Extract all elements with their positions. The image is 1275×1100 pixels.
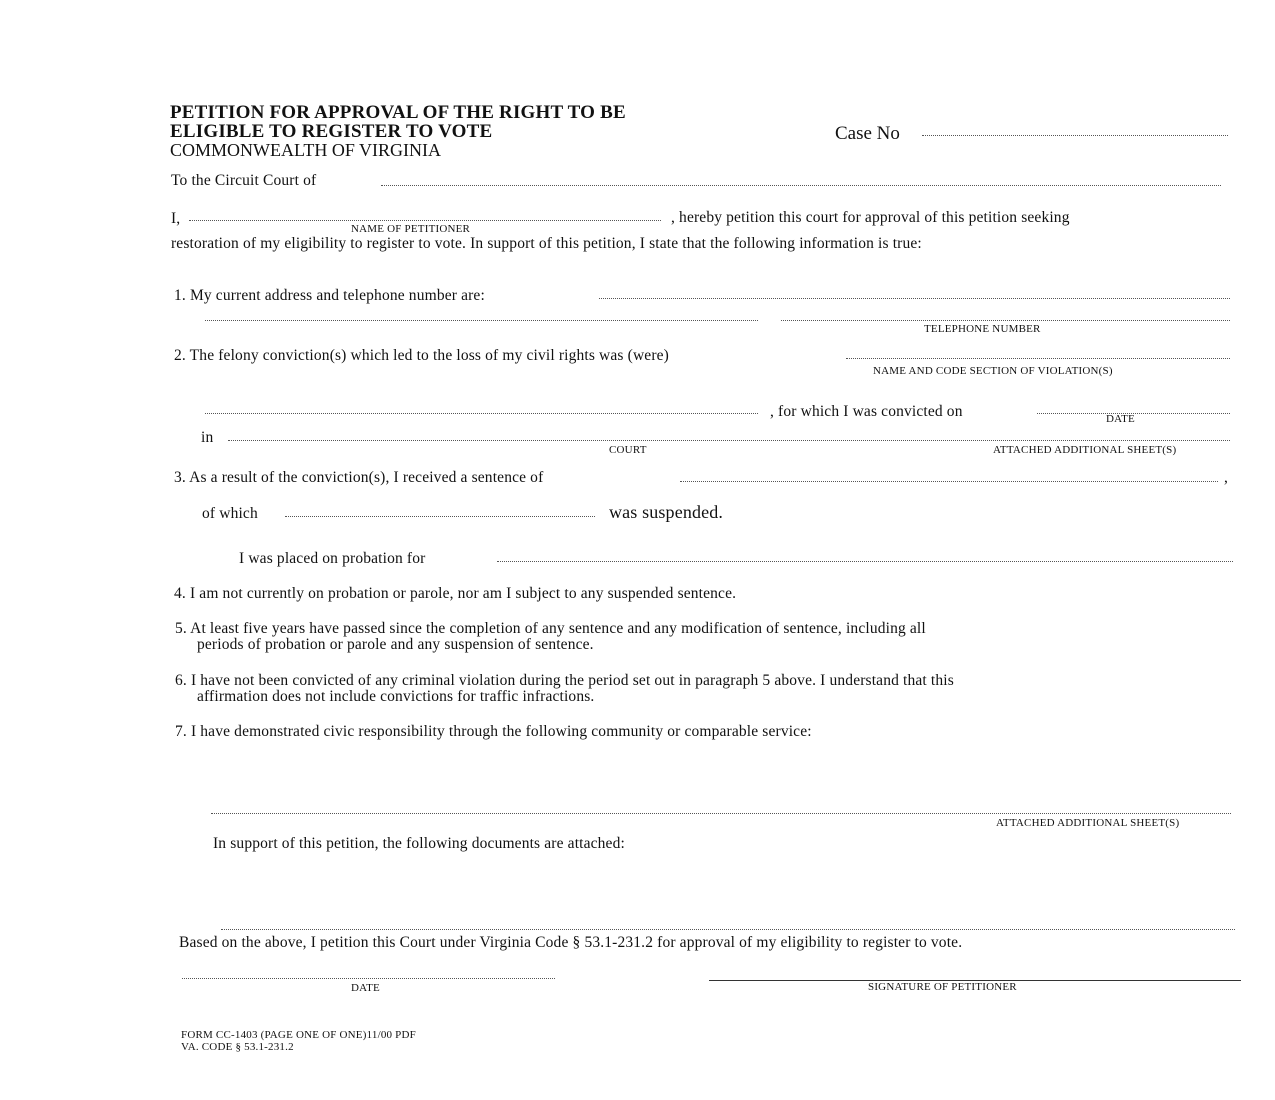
form-title-line2: ELIGIBLE TO REGISTER TO VOTE bbox=[170, 121, 493, 142]
court-field[interactable] bbox=[228, 440, 1230, 441]
violation-field[interactable] bbox=[846, 358, 1230, 359]
case-no-field[interactable] bbox=[922, 135, 1228, 136]
circuit-court-label: To the Circuit Court of bbox=[171, 172, 317, 189]
item-6-line2: affirmation does not include convictions for traffic infractions. bbox=[197, 688, 595, 705]
conviction-date-caption: DATE bbox=[1106, 413, 1135, 425]
item-7-text: 7. I have demonstrated civic responsibility through the following community or comparable service: bbox=[175, 723, 812, 740]
address-field-line1[interactable] bbox=[599, 298, 1230, 299]
item-4-text: 4. I am not currently on probation or parole, nor am I subject to any suspended sentence. bbox=[174, 585, 737, 602]
probation-field[interactable] bbox=[497, 561, 1233, 562]
in-label: in bbox=[201, 429, 214, 446]
signature-caption: SIGNATURE OF PETITIONER bbox=[868, 981, 1017, 993]
sentence-field[interactable] bbox=[680, 481, 1218, 482]
violation-field-line2[interactable] bbox=[205, 413, 758, 414]
documents-attached-text: In support of this petition, the following documents are attached: bbox=[213, 835, 625, 852]
court-caption: COURT bbox=[609, 444, 647, 456]
was-suspended-text: was suspended. bbox=[609, 502, 724, 522]
item-2-text: 2. The felony conviction(s) which led to the loss of my civil rights was (were) bbox=[174, 347, 669, 364]
address-field-line2[interactable] bbox=[205, 320, 758, 321]
form-id: FORM CC-1403 (PAGE ONE OF ONE)11/00 PDF bbox=[181, 1029, 416, 1041]
form-code: VA. CODE § 53.1-231.2 bbox=[181, 1041, 294, 1053]
item-1-text: 1. My current address and telephone number are: bbox=[174, 287, 485, 304]
item-6-line1: 6. I have not been convicted of any criminal violation during the period set out in paragraph 5 above. I understand that this bbox=[175, 672, 954, 689]
name-of-petitioner-caption: NAME OF PETITIONER bbox=[351, 223, 471, 235]
case-no-label: Case No bbox=[835, 123, 900, 144]
petition-text-1: , hereby petition this court for approval of this petition seeking bbox=[671, 209, 1070, 226]
telephone-caption: TELEPHONE NUMBER bbox=[924, 323, 1041, 335]
telephone-field[interactable] bbox=[781, 320, 1230, 321]
item-5-line2: periods of probation or parole and any suspension of sentence. bbox=[197, 636, 594, 653]
form-subtitle: COMMONWEALTH OF VIRGINIA bbox=[170, 140, 442, 160]
attached-sheets-caption-1: ATTACHED ADDITIONAL SHEET(S) bbox=[993, 444, 1177, 456]
petitioner-name-field[interactable] bbox=[189, 220, 661, 221]
probation-label: I was placed on probation for bbox=[239, 550, 426, 567]
item-5-line1: 5. At least five years have passed since the completion of any sentence and any modification of sentence, including all bbox=[175, 620, 926, 637]
documents-field[interactable] bbox=[221, 929, 1235, 930]
form-title-line1: PETITION FOR APPROVAL OF THE RIGHT TO BE bbox=[170, 102, 626, 123]
violation-caption: NAME AND CODE SECTION OF VIOLATION(S) bbox=[873, 365, 1113, 377]
sentence-comma: , bbox=[1224, 469, 1229, 486]
convicted-on-text: , for which I was convicted on bbox=[770, 403, 963, 420]
petition-text-2: restoration of my eligibility to register to vote. In support of this petition, I state that the following information is true: bbox=[171, 235, 922, 252]
i-label: I, bbox=[171, 210, 181, 227]
signature-date-caption: DATE bbox=[351, 982, 380, 994]
signature-date-field[interactable] bbox=[182, 978, 555, 979]
circuit-court-field[interactable] bbox=[381, 185, 1221, 186]
civic-service-field[interactable] bbox=[211, 813, 1231, 814]
suspended-amount-field[interactable] bbox=[285, 516, 595, 517]
closing-statement: Based on the above, I petition this Court under Virginia Code § 53.1-231.2 for approval of my eligibility to register to vote. bbox=[179, 934, 963, 951]
of-which-label: of which bbox=[202, 505, 258, 522]
item-3-text: 3. As a result of the conviction(s), I received a sentence of bbox=[174, 469, 544, 486]
attached-sheets-caption-2: ATTACHED ADDITIONAL SHEET(S) bbox=[996, 817, 1180, 829]
